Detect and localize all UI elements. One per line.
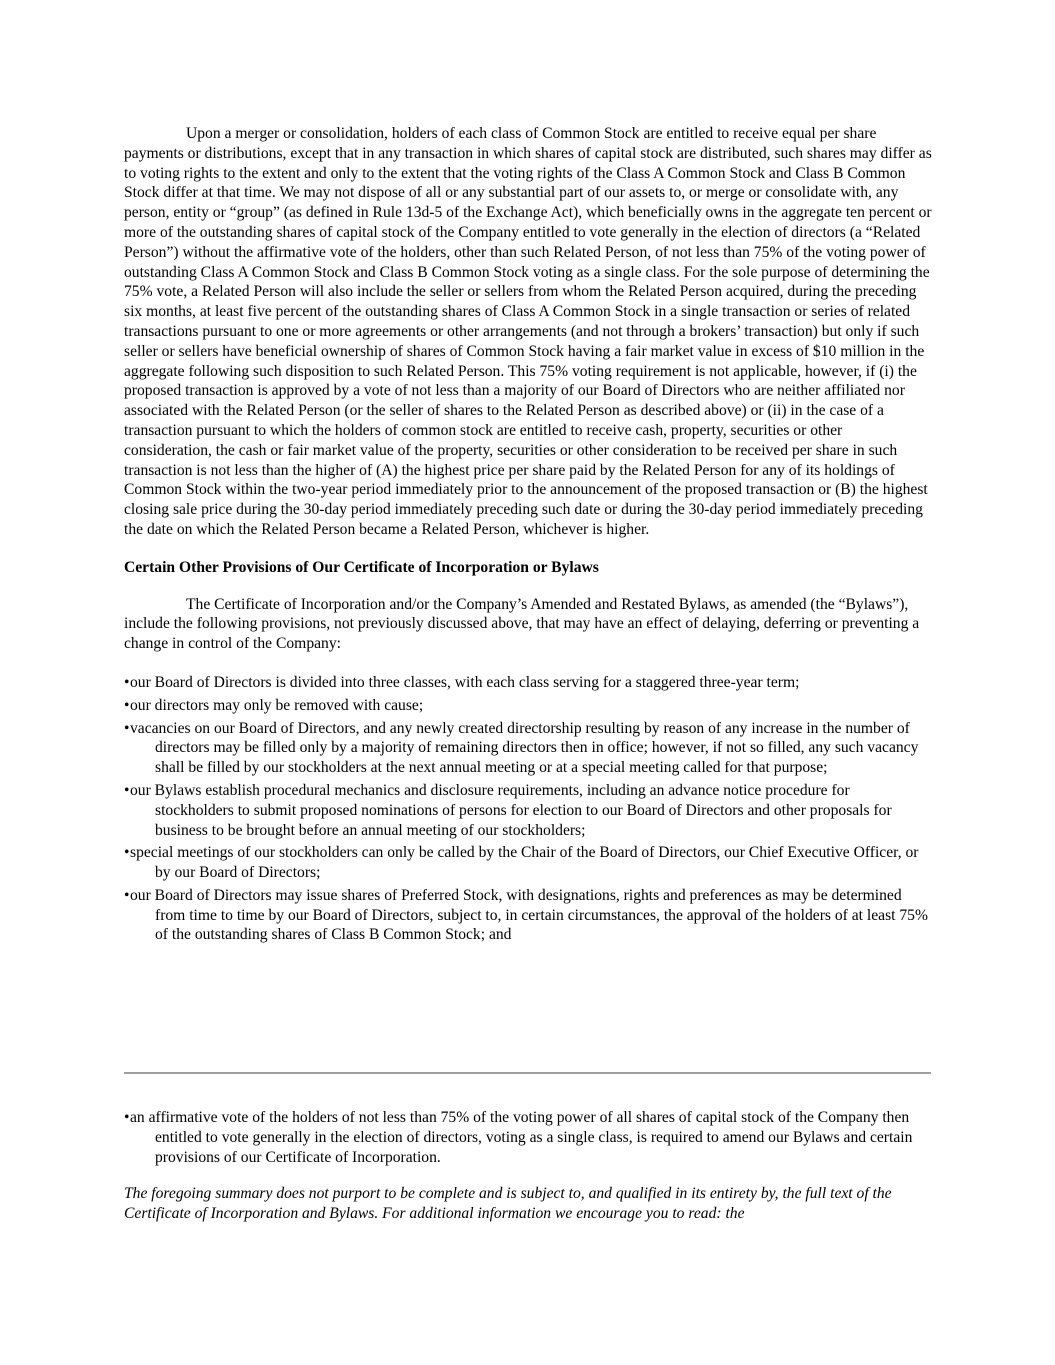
list-item xyxy=(124,781,932,840)
list-item-text: our Bylaws establish procedural mechanics and disclosure requirements, including an advance notice procedure for stockholders to submit proposed nominations of persons for election to our Board of Directors and other proposals for business to be brought before an annual meeting of our stockholders; xyxy=(130,781,892,839)
document-page-top xyxy=(124,124,932,948)
bullet-icon: • xyxy=(124,886,130,904)
bullet-icon: • xyxy=(124,781,130,799)
list-item xyxy=(124,696,932,716)
list-item-text: our Board of Directors may issue shares of Preferred Stock, with designations, rights and preferences as may be determined from time to time by our Board of Directors, subject to, in certain circumstances, the approval of the holders of at least 75% of the outstanding shares of Class B Common Stock; and xyxy=(130,886,928,944)
list-item-text: our directors may only be removed with cause; xyxy=(130,696,424,714)
provisions-bullet-list xyxy=(124,673,932,945)
bullet-icon: • xyxy=(124,673,130,691)
page-break-divider xyxy=(124,1072,931,1074)
list-item-text: our Board of Directors is divided into three classes, with each class serving for a staggered three-year term; xyxy=(130,673,800,691)
list-item xyxy=(124,719,932,778)
document-page-bottom xyxy=(124,1108,932,1224)
list-item xyxy=(124,886,932,945)
bullet-icon: • xyxy=(124,1109,130,1126)
amendment-bullet-list xyxy=(124,1108,932,1167)
list-item xyxy=(124,1108,932,1167)
provisions-intro-paragraph: The Certificate of Incorporation and/or the Company’s Amended and Restated Bylaws, as amended (the “Bylaws”), include the following provisions, not previously discussed above, that may have an effect of delaying, deferring or preventing a change in control of the Company: xyxy=(124,595,920,653)
list-item xyxy=(124,673,932,693)
merger-paragraph: Upon a merger or consolidation, holders of each class of Common Stock are entitled to receive equal per share payments or distributions, except that in any transaction in which shares of capital stock are distributed, such shares may differ as to voting rights to the extent and only to the extent that the voting rights of the Class A Common Stock and Class B Common Stock differ at that time. We may not dispose of all or any substantial part of our assets to, or merge or consolidate with, any person, entity or “group” (as defined in Rule 13d-5 of the Exchange Act), which beneficially owns in the aggregate ten percent or more of the outstanding shares of capital stock of the Company entitled to vote generally in the election of directors (a “Related Person”) without the affirmative vote of the holders, other than such Related Person, of not less than 75% of the voting power of outstanding Class A Common Stock and Class B Common Stock voting as a single class. For the sole purpose of determining the 75% vote, a Related Person will also include the seller or sellers from whom the Related Person acquired, during the preceding six months, at least five percent of the outstanding shares of Class A Common Stock in a single transaction or series of related transactions pursuant to one or more agreements or other arrangements (and not through a brokers’ transaction) but only if such seller or sellers have beneficial ownership of shares of Common Stock having a fair market value in excess of $10 million in the aggregate following such disposition to such Related Person. This 75% voting requirement is not applicable, however, if (i) the proposed transaction is approved by a vote of not less than a majority of our Board of Directors who are neither affiliated nor associated with the Related Person (or the seller of shares to the Related Person as described above) or (ii) in the case of a transaction pursuant to which the holders of common stock are entitled to receive cash, property, securities or other consideration, the cash or fair market value of the property, securities or other consideration to be received per share in such transaction is not less than the higher of (A) the highest price per share paid by the Related Person for any of its holdings of Common Stock within the two-year period immediately prior to the announcement of the proposed transaction or (B) the highest closing sale price during the 30-day period immediately preceding such date or during the 30-day period immediately preceding the date on which the Related Person became a Related Person, whichever is higher. xyxy=(124,125,932,538)
bullet-icon: • xyxy=(124,719,130,737)
section-heading: Certain Other Provisions of Our Certificate of Incorporation or Bylaws xyxy=(124,558,599,576)
list-item xyxy=(124,843,932,883)
list-item-text: vacancies on our Board of Directors, and any newly created directorship resulting by reason of any increase in the number of directors may be filled only by a majority of remaining directors then in office; however, if not so filled, any such vacancy shall be filled by our stockholders at the next annual meeting or at a special meeting called for that purpose; xyxy=(130,719,919,777)
list-item-text: an affirmative vote of the holders of not less than 75% of the voting power of all shares of capital stock of the Company then entitled to vote generally in the election of directors, voting as a single class, is required to amend our Bylaws and certain provisions of our Certificate of Incorporation. xyxy=(130,1109,913,1166)
list-item-text: special meetings of our stockholders can only be called by the Chair of the Board of Directors, our Chief Executive Officer, or by our Board of Directors; xyxy=(130,844,919,882)
bullet-icon: • xyxy=(124,844,130,862)
bullet-icon: • xyxy=(124,696,130,714)
summary-disclaimer-note: The foregoing summary does not purport to be complete and is subject to, and qualified in its entirety by, the full text of the Certificate of Incorporation and Bylaws. For additional information we encourage you to read: the xyxy=(124,1185,892,1223)
